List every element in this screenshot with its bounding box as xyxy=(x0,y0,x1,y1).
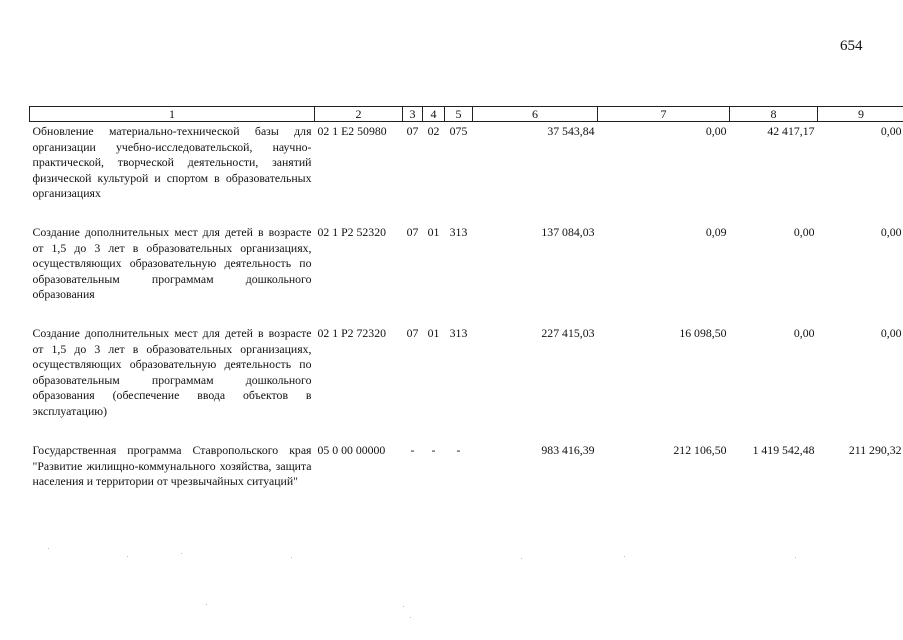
row-amount-9: 0,00 xyxy=(880,124,902,138)
table-row xyxy=(30,441,903,513)
column-header: 5 xyxy=(445,107,473,122)
row-code: 02 1 P2 72320 xyxy=(317,326,386,340)
row-name: Создание дополнительных мест для детей в возрасте от 1,5 до 3 лет в образовательных организациях, осуществляющих образовательную деятельность по образовательным программам дошкольного образования xyxy=(32,225,312,302)
row-expense-type: 313 xyxy=(449,225,468,239)
column-header: 8 xyxy=(730,107,818,122)
column-header: 1 xyxy=(30,107,315,122)
row-amount-6: 227 415,03 xyxy=(541,326,595,340)
row-amount-7: 16 098,50 xyxy=(679,326,727,340)
budget-table xyxy=(29,106,903,513)
row-amount-6: 137 084,03 xyxy=(541,225,595,239)
row-expense-type: 075 xyxy=(449,124,468,138)
row-amount-6: 983 416,39 xyxy=(541,443,595,457)
row-amount-7: 0,09 xyxy=(705,225,727,239)
row-section: - xyxy=(410,443,415,457)
row-expense-type: - xyxy=(456,443,461,457)
row-amount-9: 0,00 xyxy=(880,225,902,239)
row-amount-8: 0,00 xyxy=(793,225,815,239)
row-subsection: - xyxy=(431,443,436,457)
column-header: 9 xyxy=(818,107,903,122)
row-amount-8: 0,00 xyxy=(793,326,815,340)
row-amount-9: 0,00 xyxy=(880,326,902,340)
row-section: 07 xyxy=(406,326,419,340)
table-row xyxy=(30,122,903,224)
column-header: 3 xyxy=(403,107,423,122)
row-amount-8: 1 419 542,48 xyxy=(752,443,815,457)
row-amount-6: 37 543,84 xyxy=(547,124,595,138)
row-amount-7: 0,00 xyxy=(705,124,727,138)
row-amount-7: 212 106,50 xyxy=(673,443,727,457)
column-header: 2 xyxy=(315,107,403,122)
row-subsection: 01 xyxy=(427,225,440,239)
row-section: 07 xyxy=(406,225,419,239)
row-name: Создание дополнительных мест для детей в возрасте от 1,5 до 3 лет в образовательных организациях, осуществляющих образовательную деятельность по образовательным программам дошкольного образования (обеспечение ввода объектов в эксплуатацию) xyxy=(32,326,312,418)
row-expense-type: 313 xyxy=(449,326,468,340)
row-name: Обновление материально-технической базы для организации учебно-исследовательской, научно-практической, творческой деятельности, занятий физической культурой и спортом в образовательных организациях xyxy=(32,124,312,201)
row-amount-8: 42 417,17 xyxy=(767,124,815,138)
column-header: 4 xyxy=(423,107,445,122)
row-code: 02 1 E2 50980 xyxy=(317,124,387,138)
row-subsection: 01 xyxy=(427,326,440,340)
page-number: 654 xyxy=(840,38,863,54)
row-amount-9: 211 290,32 xyxy=(848,443,902,457)
row-code: 05 0 00 00000 xyxy=(317,443,386,457)
table-row xyxy=(30,324,903,441)
column-header: 6 xyxy=(473,107,598,122)
column-number-row xyxy=(30,107,903,122)
row-name: Государственная программа Ставропольского края "Развитие жилищно-коммунального хозяйства, защита населения и территории от чрезвычайных ситуаций" xyxy=(32,443,312,489)
row-subsection: 02 xyxy=(427,124,440,138)
column-header: 7 xyxy=(598,107,730,122)
table-row xyxy=(30,223,903,324)
row-section: 07 xyxy=(406,124,419,138)
row-code: 02 1 P2 52320 xyxy=(317,225,386,239)
